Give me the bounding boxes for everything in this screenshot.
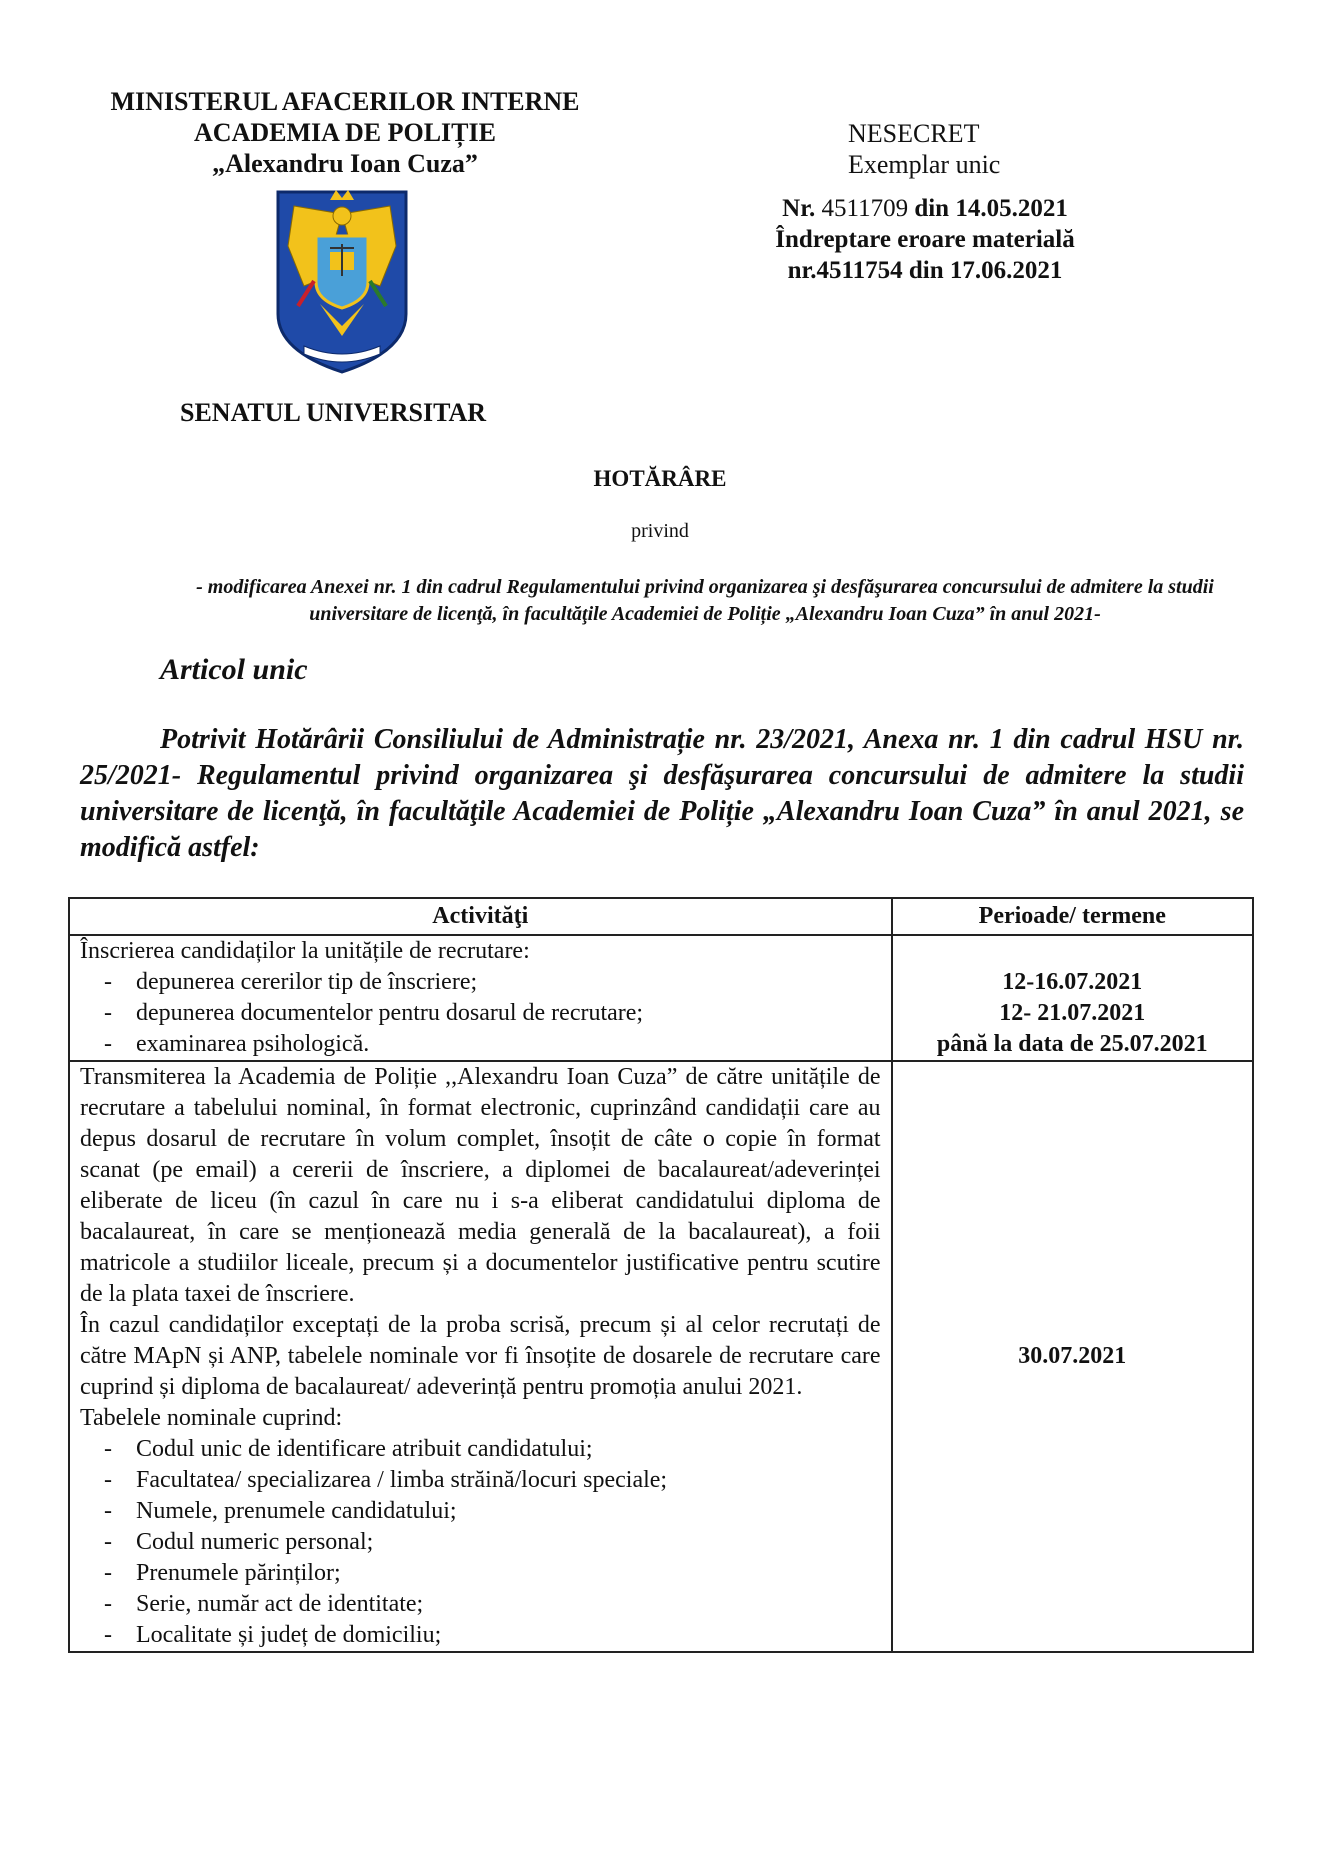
nr-value: 4511709 xyxy=(821,195,909,222)
classification-label: NESECRET xyxy=(848,119,980,148)
nr-prefix: Nr. xyxy=(782,195,816,222)
institution-header xyxy=(85,86,605,179)
classification-block xyxy=(848,118,1000,180)
term-value: până la data de 25.07.2021 xyxy=(936,1031,1208,1057)
list-item: - Codul unic de identificare atribuit candidatului; xyxy=(104,1436,593,1462)
list-item: - Codul numeric personal; xyxy=(104,1529,374,1555)
term-value: 12- 21.07.2021 xyxy=(999,1000,1146,1026)
table-header-row xyxy=(69,898,1253,935)
header-terms: Perioade/ termene xyxy=(892,898,1253,935)
nr-date: din 14.05.2021 xyxy=(914,195,1068,222)
list-item: - depunerea cererilor tip de înscriere; xyxy=(104,969,478,995)
list-item: - examinarea psihologică. xyxy=(104,1031,370,1057)
registration-number xyxy=(760,193,1090,224)
decision-subject: - modificarea Anexei nr. 1 din cadrul Regulamentului privind organizarea şi desfăşurarea concursului de admitere la studii universitare de licenţă, în facultăţile Academiei de Poliție „Alexandru Ioan Cuza” în anul 2021- xyxy=(196,576,1214,625)
table-row xyxy=(69,935,1253,1061)
police-academy-emblem-icon xyxy=(274,186,410,376)
list-item: - depunerea documentelor pentru dosarul de recrutare; xyxy=(104,1000,644,1026)
terms-cell xyxy=(892,935,1253,1061)
list-item: - Serie, număr act de identitate; xyxy=(104,1591,424,1617)
activity-cell xyxy=(69,1061,892,1652)
senate-label: SENATUL UNIVERSITAR xyxy=(180,398,487,427)
row2-list-title: Tabelele nominale cuprind: xyxy=(80,1405,343,1431)
row1-title: Înscrierea candidaților la unitățile de recrutare: xyxy=(80,938,530,964)
article-heading: Articol unic xyxy=(160,653,308,686)
row2-paragraph: În cazul candidaților exceptați de la proba scrisă, precum și al celor recrutați de către MApN și ANP, tabelele nominale vor fi însoțite de dosarele de recrutare care cuprind și diploma de bacalaureat/ adeverință pentru promoția anului 2021. xyxy=(80,1312,881,1400)
correction-label: Îndreptare eroare materială xyxy=(775,226,1075,253)
header-activities: Activităţi xyxy=(69,898,892,935)
list-item: - Prenumele părinților; xyxy=(104,1560,341,1586)
decision-privind: privind xyxy=(631,520,689,542)
copy-label: Exemplar unic xyxy=(848,150,1001,179)
activity-cell xyxy=(69,935,892,1061)
ministry-name: MINISTERUL AFACERILOR INTERNE xyxy=(110,87,580,116)
decision-title: HOTĂRÂRE xyxy=(593,466,727,491)
academy-name: ACADEMIA DE POLIȚIE xyxy=(194,118,496,147)
row2-paragraph: Transmiterea la Academia de Poliție ,,Alexandru Ioan Cuza” de către unitățile de recrutare a tabelului nominal, în format electronic, cuprinzând candidații care au depus dosarul de recrutare în volum complet, însoțit de câte o copie în format scanat (pe email) a cererii de înscriere, a diplomei de bacalaureat/adeverinței eliberate de liceu (în cazul în care nu i s-a eliberat candidatului diploma de bacalaureat, în care se menționează media generală de la bacalaureat), a foii matricole a studiilor liceale, precum și a documentelor justificative pentru scutire de la plata taxei de înscriere. xyxy=(80,1064,881,1307)
list-item: - Facultatea/ specializarea / limba străină/locuri speciale; xyxy=(104,1467,668,1493)
intro-paragraph xyxy=(80,722,1244,866)
table-row xyxy=(69,1061,1253,1652)
correction-number: nr.4511754 din 17.06.2021 xyxy=(787,257,1063,284)
term-value: 12-16.07.2021 xyxy=(1002,969,1143,995)
academy-full-name: „Alexandru Ioan Cuza” xyxy=(212,149,478,178)
term-value: 30.07.2021 xyxy=(1018,1343,1127,1369)
schedule-table xyxy=(68,897,1254,1653)
terms-cell xyxy=(892,1061,1253,1652)
list-item: - Numele, prenumele candidatului; xyxy=(104,1498,457,1524)
list-item: - Localitate și județ de domiciliu; xyxy=(104,1622,442,1648)
intro-text: Potrivit Hotărârii Consiliului de Administrație nr. 23/2021, Anexa nr. 1 din cadrul HSU nr. 25/2021- Regulamentul privind organizarea şi desfăşurarea concursului de admitere la studii universitare de licenţă, în facultăţile Academiei de Poliție „Alexandru Ioan Cuza” în anul 2021, se modifică astfel: xyxy=(80,724,1244,863)
registration-block xyxy=(760,193,1090,286)
